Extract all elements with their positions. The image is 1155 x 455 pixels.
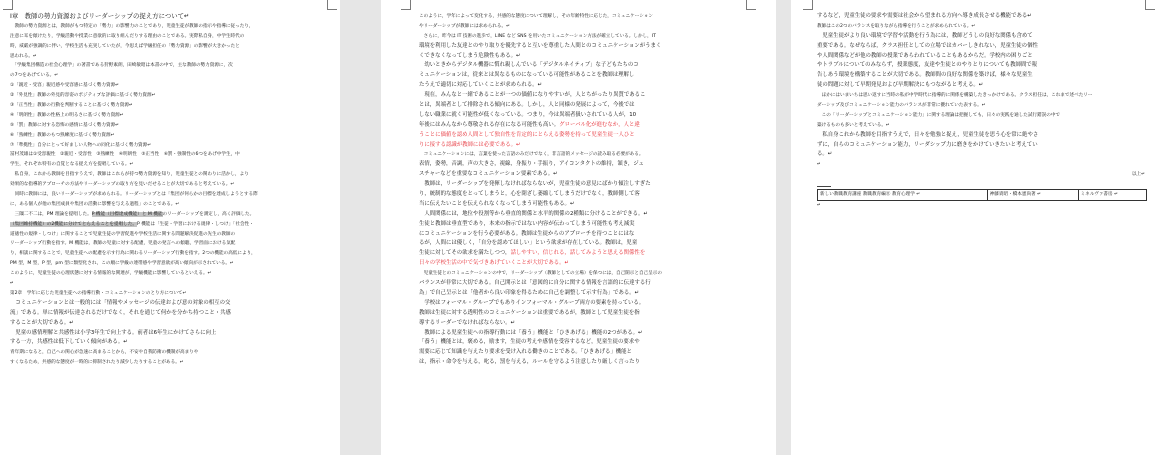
text-line[interactable] [10, 220, 326, 230]
text-line[interactable] [419, 210, 747, 220]
text-line[interactable] [817, 42, 1145, 52]
text-line[interactable] [817, 61, 1145, 71]
line-text: このように，児童生徒の心理状態に対する情報的な関連が，学級機能に影響しているといえる。↵ [10, 271, 212, 277]
text-line[interactable] [10, 309, 326, 319]
text-line[interactable] [419, 279, 747, 289]
line-text: とは，異端者として排除される傾向にある。しかし，人と同様の発展によって，今後では [419, 102, 635, 109]
text-line[interactable] [10, 52, 326, 62]
line-text: 教師は，リーダーシップを発揮しなければならないが，児童生徒の意見にばかり傾注しすぎた [419, 181, 651, 188]
text-line[interactable] [817, 141, 1145, 151]
line-text: り，相談に関することで，児童生徒への配慮を示す行為に関わるリーダーシップ行動を指す。2つの機能の高低により， [10, 251, 256, 257]
text-line[interactable] [10, 269, 326, 279]
line-text: 注意に耳を傾けたり，学級活動や授業に意欲的に取り組んだりする理由のことである。実際私自身，中学生時代の [10, 33, 245, 39]
text-line[interactable] [10, 239, 326, 249]
line-text: ⑥「熟練性」教師のもつ熟練度に基づく勢力資源↵ [10, 132, 115, 138]
line-text: やリーダーシップが教師には求められる。↵ [419, 23, 510, 29]
text-line[interactable] [817, 170, 1145, 180]
text-line[interactable] [419, 338, 747, 348]
line-text: 重要である。なぜならば，クラス担任としての立場ではカバーしきれない，児童生徒の個性 [817, 42, 1038, 49]
line-text-tail: P 機能は「生徒・学習における規律・しつけ」「社会性・ [136, 221, 254, 227]
line-text: 年後にはみんなから尊敬される存在になる可能性も高い。 [419, 121, 560, 128]
text-line[interactable] [10, 22, 326, 32]
crop-mark [3, 0, 13, 10]
text-line[interactable] [817, 101, 1145, 111]
text-line[interactable] [419, 81, 747, 91]
highlighted-selection[interactable]: （集団維持機能）の2機能に分けてとらえることを提唱した。 [10, 221, 137, 227]
text-line[interactable] [817, 160, 1145, 170]
line-text: 徒の問題に対して早期発見および早期解決にもつながると考える。↵ [817, 82, 984, 89]
line-text: コミュニケーションとは一般的には「情報やメッセージの伝達および意の対象の相互の交 [10, 299, 231, 306]
line-text: や人間関係などが他の教師の授業であらわれていることもあるからだ。学校内の困りごと [817, 52, 1033, 59]
text-line[interactable] [10, 200, 326, 210]
line-text: すくなるため，共感的な態度が一時的に抑制されたり減少したりすることがある。↵ [10, 360, 184, 366]
text-line[interactable] [10, 111, 326, 121]
text-line[interactable] [10, 81, 326, 91]
crop-mark [327, 0, 337, 10]
text-line[interactable] [10, 289, 326, 299]
reference-table[interactable] [817, 189, 1147, 201]
text-line[interactable] [817, 111, 1145, 121]
line-text: 私自身，これから教師を目指すうえで，教師はこれらが持つ勢力資源を知り，児童生徒との関わりに活かし，より [10, 172, 249, 178]
line-text: 人間関係には，地位や役割等から垂直的関係と水平的関係の2種類に分けることができる。↵ [419, 210, 648, 217]
text-line[interactable] [10, 299, 326, 309]
line-text: る。↵ [817, 151, 833, 158]
footnote-separator [817, 186, 831, 187]
line-text: するなど，児童生徒の要求や需要は社会から望まれる方向へ導き成長させる機能である↵ [817, 13, 1032, 19]
text-line[interactable] [10, 121, 326, 131]
line-text: さらに，昨今は IT 技術の進歩で，LINE など SNS を用いたコミュニケーション方法が確立している。しかし，IT [419, 33, 656, 39]
line-text: 告しあう環境を構築することが大切である。教師間の良好な関係を築けば，様々な児童生 [817, 72, 1033, 79]
text-line[interactable] [10, 180, 326, 190]
text-line[interactable] [419, 239, 747, 249]
text-line[interactable] [10, 12, 326, 22]
text-line[interactable] [10, 358, 326, 368]
line-text: 幼いときからデジタル機器に慣れ親しんでいる「デジタルネイティブ」な子どもたちのコ [419, 62, 639, 69]
line-text: 効果的な指導的アプローチの方法やリーダーシップの取り方を見いだせることが大切であると考えている。↵ [10, 182, 235, 188]
line-text: ①「親近・受容」親近感や受容感に基づく勢力資源↵ [10, 83, 120, 89]
document-page-2[interactable] [381, 0, 776, 455]
text-line[interactable] [817, 32, 1145, 42]
text-line[interactable] [817, 91, 1145, 101]
text-line[interactable] [419, 249, 747, 259]
text-line[interactable] [817, 71, 1145, 81]
line-text: 教師はこの2つのバランスを取りながら指導を行うことが求められている。↵ [817, 23, 976, 29]
line-text: 教師による児童生徒への指導行動には「養う」機能と「ひきあげる」機能の2つがある。↵ [419, 329, 643, 336]
line-text: することが大切である。↵ [10, 319, 74, 326]
page-3-text[interactable] [817, 12, 1145, 211]
empty-paragraph: ↵ [817, 203, 821, 209]
line-text: ↵ [10, 281, 14, 287]
line-text: るが，人間には優しく，「自分を認めてほしい」という欲求が存在している。教師は，児童 [419, 240, 638, 247]
line-text: 表情，姿勢，音調，声の大きさ，視線，身振り・手振り，アイコンタクトの維持，頷き，ジェ [419, 161, 644, 168]
text-line[interactable] [10, 101, 326, 111]
text-line[interactable] [419, 259, 747, 269]
line-text: 「学級集団構造の社会心理学」の著書である狩野素朗，田崎敏昭は本書の中で，主な教師の勢力資源に，次 [10, 63, 233, 69]
text-line[interactable] [10, 170, 326, 180]
text-line[interactable] [10, 190, 326, 200]
line-text: スチャーなどを重要なコミュニケーション要素である。↵ [419, 171, 558, 178]
text-line[interactable] [419, 319, 747, 329]
text-line[interactable] [817, 22, 1145, 32]
line-text: くできなくなってしまう危険性もある。↵ [419, 52, 521, 59]
crop-mark [1145, 0, 1155, 10]
line-text: 思われる。↵ [10, 53, 37, 59]
text-line[interactable] [419, 52, 747, 62]
line-text: 以上↵ [1131, 172, 1145, 178]
line-text: 需要に応じて知識を与えたり要求を受け入れる働きのことである。「ひきあげる」機能と [419, 349, 632, 356]
line-text: 児童生徒がより良い環境で学習や活動を行う為には，教師どうしの良好な関係も含めて [817, 32, 1033, 39]
text-line[interactable] [10, 150, 326, 160]
line-text: たうえで適切に対応していくことが求められる。↵ [419, 82, 543, 89]
red-emphasis-text: うことに価値を認め人間として独自性を肯定的にとらえる姿勢を持って児童生徒一人ひと [419, 131, 635, 138]
line-text: 私自身これから教師を目指すうえで，日々を勉強と捉え，児童生徒を思う心を常に絶やさ [817, 131, 1039, 138]
line-text: 生徒に対してその欲求を満たしつつ， [419, 250, 511, 257]
text-line[interactable] [10, 42, 326, 52]
text-line[interactable] [10, 279, 326, 289]
reference-title[interactable]: 新しい教職教育講座 教職教育編⑪ 教育心理学 ↵ [818, 190, 988, 201]
text-line[interactable] [10, 348, 326, 358]
page-2-text[interactable] [419, 12, 747, 368]
line-text: やトラブルについてのみならず，授業態度，友達や生徒とのやりとりについても教師間で報 [817, 62, 1038, 69]
red-emphasis-text: グローバル化が進むなか，人と違 [559, 121, 640, 128]
line-text: 三隅二不二は，PM 理論を提唱した。 [10, 211, 92, 217]
text-line[interactable] [817, 131, 1145, 141]
crop-mark [401, 0, 411, 10]
line-text: 当に伝えたいことを伝えられなくなってしまう可能性もある。↵ [419, 200, 575, 207]
line-text: 学生，それぞれ特有の自覚となる捉え方を提唱している。↵ [10, 162, 134, 168]
text-line[interactable] [419, 22, 747, 32]
line-text: ずに，自らのコミュニケーション能力，リーダシップ力に磨きをかけていきたいと考えてい [817, 141, 1038, 148]
text-line[interactable] [419, 121, 747, 131]
page-1-text[interactable] [10, 12, 326, 368]
line-text: 冨村茂雄は①受容親性 ②親近・受容性 ③熟練性 ④明朗性 ⑤正当性 ⑥罰・強制性の6つをあげ中学生，中 [10, 152, 240, 158]
text-line[interactable] [419, 12, 747, 22]
text-line[interactable] [10, 319, 326, 329]
text-line[interactable] [419, 309, 747, 319]
text-line[interactable] [419, 180, 747, 190]
crop-mark [803, 0, 813, 10]
line-text: する一方，共感性は低下していく傾向がある。↵ [10, 339, 128, 346]
line-text: 現在，みんなと一緒であることが一つの価値になりやすいが，人とちがったり異質であるこ [419, 92, 646, 99]
line-text: 学校はフォーマル・グループでもありインフォーマル・グループ両方の要素を持っている。 [419, 299, 645, 306]
line-text: 同時に教師には，良いリーダーシップが求められる。リーダーシップとは「集団が何らかの目標を達成しようとする際 [10, 192, 258, 198]
line-text: ミュニケーションは，従来とは異なるものになっている可能性があることを教師は理解し [419, 72, 635, 79]
text-line[interactable] [817, 121, 1145, 131]
text-line[interactable] [419, 220, 747, 230]
line-text: 道徳性の規律・しつけ」に関することで児童生徒の学習促進や学校生活に関する問題解決促進の先生の教師の [10, 231, 236, 237]
text-line[interactable] [817, 12, 1145, 22]
text-line[interactable] [419, 61, 747, 71]
line-text: 築けるものも多いと考えている。↵ [817, 122, 890, 128]
text-line[interactable] [10, 71, 326, 81]
text-line[interactable] [419, 32, 747, 42]
text-line[interactable] [419, 170, 747, 180]
line-text: に，ある個人が他の集団成員や集団の活動に影響を与える過程」のことである。↵ [10, 201, 180, 207]
text-line[interactable] [10, 61, 326, 71]
line-text: 児童生徒とのコミュニケーションの中で，リーダーシップ（教師としての立場）を保つには，自己開示と自己呈示の [419, 271, 662, 277]
line-text: Ⅰ章 教師の勢力資源およびリーダーシップの捉え方について↵ [10, 12, 190, 20]
line-text: ④「明朗性」教師の性格上の明るさに基づく勢力資源↵ [10, 112, 124, 118]
text-line[interactable] [10, 329, 326, 339]
red-emphasis-text: 話しやすい，信じれる，話してみようと思える関係性を [510, 250, 646, 257]
text-line[interactable] [419, 230, 747, 240]
text-line[interactable] [10, 141, 326, 151]
line-text: バランスが非常に大切である。自己開示とは「意図的に自分に関する情報を言語的に伝達する行 [419, 280, 651, 287]
text-line[interactable] [419, 358, 747, 368]
reference-publisher[interactable]: ミネルヴァ書房 ↵ [1078, 190, 1147, 201]
line-text: 生徒と教師は垂直型であり，本来の指示ではない内容が伝わってしまう可能性も考え減実 [419, 220, 635, 227]
line-text: ⑦「準拠性」自分にとって好ましい人物への同化に基づく勢力資源↵ [10, 142, 152, 148]
line-text: 児童の感情理解と共感性は小学3年生で向上する。前者は6年生にかけてさらに向上 [10, 329, 217, 336]
line-text: ほかにはいまいちは思い返すに当時の私が中学時代に指導的に関係を構築したきっかけである。クラス担任は，これまで述べたリー [817, 93, 1093, 99]
line-text: このように，学年によって変化する，共感的な態度について理解し，その年齢特性に応じた，コミュニケーション [419, 14, 653, 19]
text-line[interactable] [419, 348, 747, 358]
text-line[interactable] [10, 160, 326, 170]
line-text: の7つをあげている。↵ [10, 73, 59, 79]
text-line[interactable] [419, 269, 747, 279]
line-text: 教師は生徒に対する透明性のコミュニケーションは重要であるが，教師として児童生徒を指 [419, 309, 640, 316]
text-line[interactable] [419, 111, 747, 121]
document-page-3[interactable] [791, 0, 1155, 455]
text-line[interactable] [419, 91, 747, 101]
line-text: にコミュニケーションを行う必要がある。教師は生徒からのアプローチを待つことにはな [419, 230, 635, 237]
text-line[interactable] [419, 289, 747, 299]
document-page-1[interactable] [0, 0, 340, 455]
text-line[interactable] [419, 71, 747, 81]
text-line[interactable] [10, 338, 326, 348]
line-text: PM 型，M 型，P 型，pm 型に類型化され，この順に学級の連帯感や学習意欲が高い傾向が示されている。↵ [10, 261, 234, 267]
line-text: 青年期になると，自己への関心が急速に高まることから，不安や自我防衛の機制が高まりや [10, 350, 199, 356]
line-text: 為」で自己呈示とは「他者から良い印象を得るために自己を調整して示す行為」である。↵ [419, 289, 640, 296]
text-line[interactable] [10, 259, 326, 269]
line-text: は，指示・命令を与える，叱る，罰を与える，ルールを守るよう注意したり厳しく言ったり [419, 359, 640, 366]
text-line[interactable] [419, 299, 747, 309]
line-text: 時，威厳が強調的に伴い，学校生活も充実していたが，今思えば学級担任の「勢力資源」の影響が大きかったと [10, 43, 240, 49]
line-text: 環境を利用した友達とのやり取りを優先すると互いを尊重した人間とのコミュニケーションがうまく [419, 42, 662, 49]
crop-mark [746, 0, 756, 10]
line-text: り，統制的な態度をとってしまうと，心を閉ざし萎縮してしまうだけでなく，教師側して客 [419, 191, 640, 198]
text-line[interactable] [419, 160, 747, 170]
text-line[interactable] [817, 150, 1145, 160]
line-text: 教師の勢力資源とは，教師がもつ特定の「勢力」の影響力のことであり，児童生徒が教師の指示や指導に従ったり， [10, 23, 254, 29]
line-text: 導するリーダーでなければならない。↵ [419, 319, 516, 326]
text-line[interactable] [419, 42, 747, 52]
text-line[interactable] [10, 131, 326, 141]
text-line[interactable] [10, 32, 326, 42]
text-line[interactable] [817, 81, 1145, 91]
line-text-tail: のリーダーシップを測定し，高く評価した。 [162, 211, 255, 217]
text-line[interactable] [419, 200, 747, 210]
text-line[interactable] [10, 210, 326, 220]
line-text: ③「正当性」教師の行動を判断することに基づく勢力資源↵ [10, 103, 133, 109]
highlighted-selection[interactable]: P 機能（目標達成機能）と M 機能 [91, 211, 163, 217]
text-line[interactable] [419, 141, 747, 151]
line-text: コミュニケーションには，言葉を使った言語のみだけでなく，非言語的メッセージの読み取る必要がある。 [419, 152, 644, 158]
line-text: ↵ [817, 162, 821, 168]
line-text: ダーシップ及びコミュニケーション能力のバランスが非常に優れていた表する。↵ [817, 103, 986, 109]
line-text: リーダーシップ行動を指す。M 機能は，教師の児童に対する配慮，児童の発言への傾聴，学習面における気配 [10, 241, 236, 247]
red-emphasis-text: 日々の学校生活の中で気づきあげていくことが大切である。↵ [419, 260, 570, 267]
line-text: 流」である。単に情報が伝達されるだけでなく，それを通じて何かを分かち持つこと・共感 [10, 309, 231, 316]
line-text: ⑤「罰」教師に対する恐怖の感情に基づく勢力資源↵ [10, 122, 120, 128]
line-text: しない職業に就く可能性が低くなっている。つまり，今は異端者扱いされている人が，10 [419, 111, 637, 118]
text-line[interactable] [419, 131, 747, 141]
text-line[interactable] [419, 101, 747, 111]
text-line[interactable] [419, 329, 747, 339]
text-line[interactable] [10, 230, 326, 240]
text-line[interactable] [817, 52, 1145, 62]
red-emphasis-text: りに接する認識が教師には必要である。↵ [419, 141, 521, 148]
line-text: 「養う」機能とは，褒める，励ます，生徒の考えや感情を受容するなど，児童生徒の要求や [419, 339, 640, 346]
line-text: この「リーダーシップとコミュニケーション能力」に関する理論は把握しても，日々の実践を通した試行錯誤の中で [817, 112, 1061, 118]
reference-authors[interactable]: 神藤貴昭・橋本憲尚著 ↵ [987, 190, 1078, 201]
line-text: ②「外見性」教師の外見的容姿のポジティブな評価に基づく勢力資源↵ [10, 93, 156, 99]
text-line[interactable] [419, 150, 747, 160]
line-text: 第2章 学年に応じた児童生徒への指導行動・コミュニケーションのとり方について↵ [10, 290, 187, 296]
text-line[interactable] [419, 190, 747, 200]
text-line[interactable] [10, 249, 326, 259]
text-line[interactable] [10, 91, 326, 101]
